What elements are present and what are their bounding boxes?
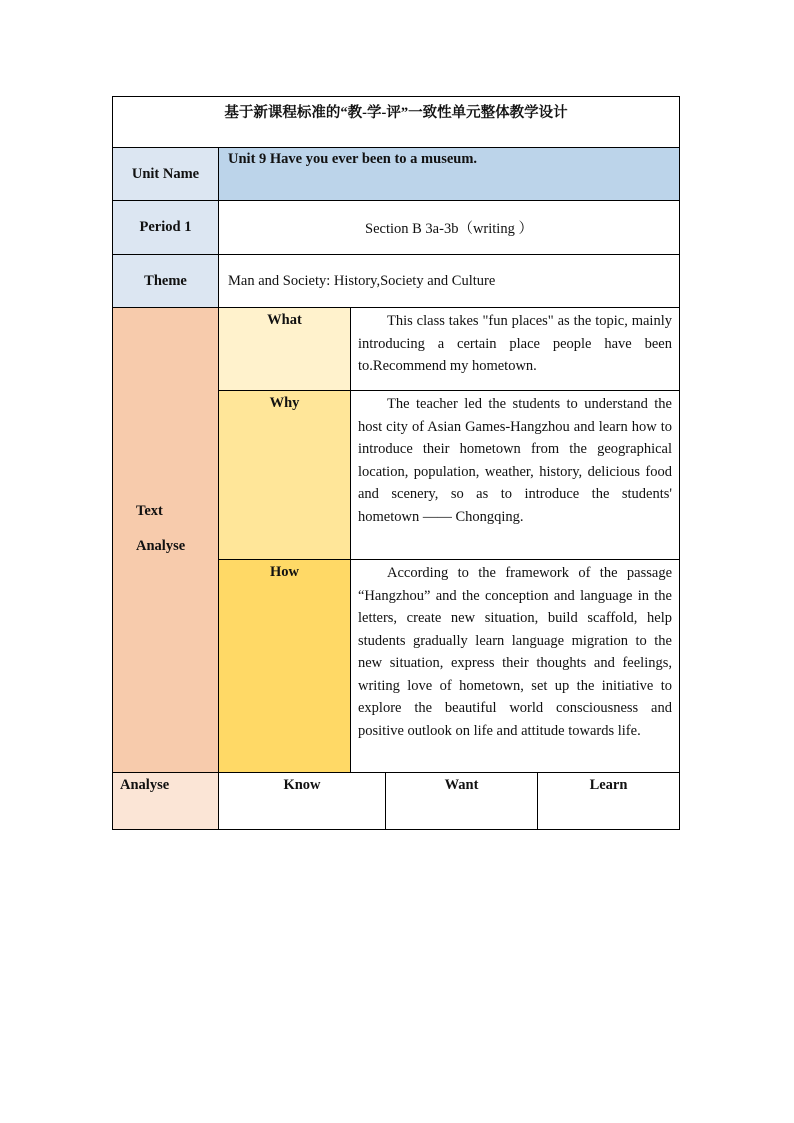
unit-design-table xyxy=(112,96,680,830)
text-analyse-subtable xyxy=(219,308,679,772)
theme-value: Man and Society: History,Society and Culture xyxy=(228,272,496,289)
text-analyse-label xyxy=(113,308,219,772)
text-analyse-label-line2: Analyse xyxy=(136,538,186,554)
theme-row xyxy=(113,255,679,308)
title-row xyxy=(113,97,679,148)
analyse-label: Analyse xyxy=(113,773,219,829)
want-column: Want xyxy=(386,773,538,829)
know-column: Know xyxy=(219,773,386,829)
period-label: Period 1 xyxy=(113,201,219,254)
document-title: 基于新课程标准的“教-学-评”一致性单元整体教学设计 xyxy=(224,105,568,121)
text-analyse-label-line1: Text xyxy=(136,503,163,519)
why-text: The teacher led the students to understand the host city of Asian Games-Hangzhou and learn how to introduce their hometown from the geographical location, population, weather, history, delicious food and scenery, so as to introduce the students' hometown —— Chongqing. xyxy=(358,396,672,525)
unit-name-value: Unit 9 Have you ever been to a museum. xyxy=(219,148,679,200)
unit-name-row xyxy=(113,148,679,201)
learn-column: Learn xyxy=(589,777,628,793)
why-label: Why xyxy=(219,391,351,559)
how-text: According to the framework of the passage “Hangzhou” and the conception and language in the letters, create new situation, build scaffold, help students gradually learn language migration to the new situation, express their thoughts and feelings, writing love of hometown, set up the initiative to explore the beautiful world consciousness and positive outlook on life and attitude towards life. xyxy=(358,565,672,739)
why-row xyxy=(219,391,679,560)
text-analyse-row xyxy=(113,308,679,773)
what-label: What xyxy=(219,308,351,390)
what-row xyxy=(219,308,679,391)
period-value: Section B 3a-3b（writing ） xyxy=(365,221,533,237)
theme-label: Theme xyxy=(113,255,219,307)
period-row xyxy=(113,201,679,255)
what-text: This class takes "fun places" as the topic, mainly introducing a certain place people have been to.Recommend my hometown. xyxy=(358,313,672,374)
how-row xyxy=(219,560,679,772)
analyse-row xyxy=(113,773,679,829)
unit-name-label: Unit Name xyxy=(113,148,219,200)
how-label: How xyxy=(219,560,351,772)
